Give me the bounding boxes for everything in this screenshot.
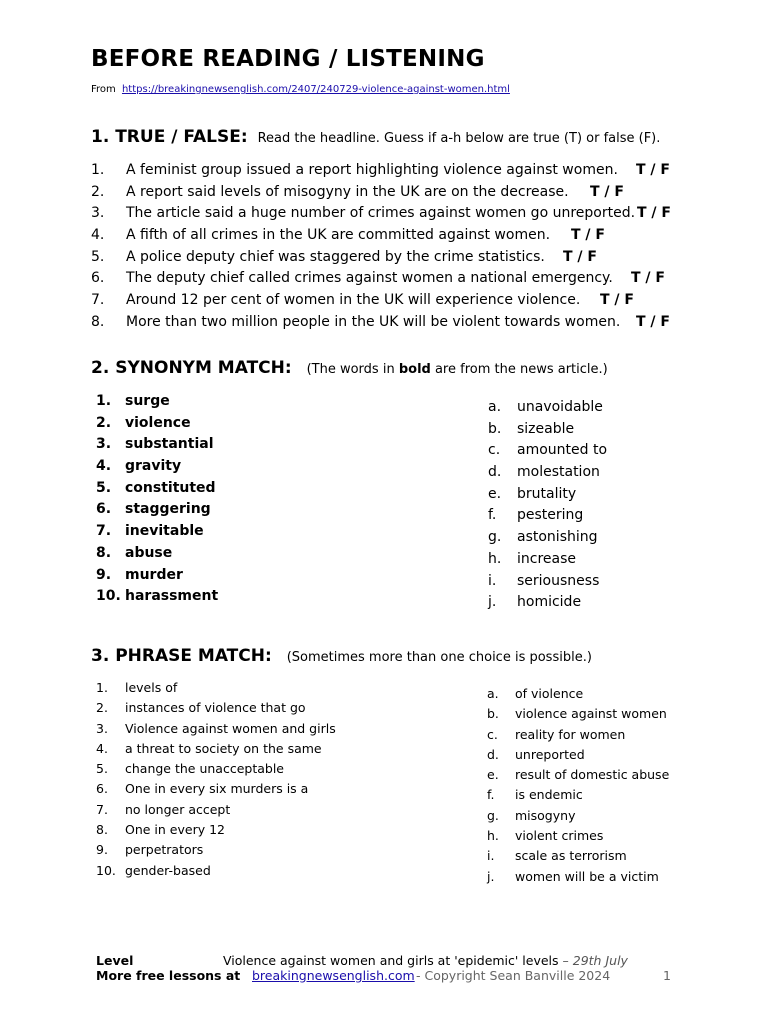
phrase-start: perpetrators — [125, 842, 204, 858]
synonym-option: pestering — [517, 507, 584, 524]
option-letter: i. — [488, 572, 497, 589]
phrase-ending: of violence — [515, 686, 584, 701]
synonym-option: increase — [517, 550, 577, 567]
level-label: Level — [96, 953, 134, 968]
item-number: 10. — [96, 588, 121, 605]
article-word: staggering — [125, 501, 211, 518]
item-number: 1. — [96, 680, 108, 695]
option-letter: i. — [487, 848, 495, 864]
option-letter: b. — [487, 706, 499, 722]
synonym-word-row — [96, 565, 296, 587]
item-number: 3. — [96, 436, 112, 453]
section-title: 1. TRUE / FALSE: — [91, 127, 248, 147]
synonym-option: amounted to — [517, 442, 608, 459]
item-number: 4. — [96, 740, 108, 756]
true-false-choice[interactable]: T / F — [563, 248, 597, 265]
synonym-option: astonishing — [517, 529, 598, 546]
phrase-ending: result of domestic abuse — [515, 767, 670, 783]
more-lessons-label: More free lessons at — [96, 968, 241, 983]
phrase-ending-row — [487, 745, 768, 765]
article-word: abuse — [125, 544, 173, 561]
option-letter: c. — [488, 442, 501, 459]
phrase-ending-row — [487, 826, 768, 846]
option-letter: d. — [488, 464, 502, 481]
phrase-ending: women will be a victim — [515, 868, 659, 884]
true-false-choice[interactable]: T / F — [636, 313, 670, 330]
article-word: murder — [125, 566, 183, 583]
item-number: 7. — [96, 523, 112, 540]
item-number: 6. — [96, 501, 112, 518]
synonym-option-row — [488, 484, 688, 506]
article-word: violence — [125, 414, 191, 431]
synonym-word-row — [96, 521, 296, 543]
phrase-start-row — [96, 698, 396, 718]
article-word: substantial — [125, 436, 214, 453]
phrase-ending: violent crimes — [515, 828, 604, 844]
item-number: 8. — [91, 313, 105, 330]
item-number: 7. — [96, 801, 108, 817]
item-number: 2. — [96, 700, 108, 716]
item-number: 2. — [96, 414, 112, 431]
phrase-heading — [91, 646, 592, 666]
true-false-choice[interactable]: T / F — [631, 270, 665, 287]
option-letter: f. — [488, 507, 497, 524]
item-number: 3. — [91, 205, 105, 222]
synonym-option-row — [488, 397, 688, 419]
tf-statement-row — [91, 203, 691, 225]
synonym-word-row — [96, 586, 296, 608]
copyright: - Copyright Sean Banville 2024 — [416, 968, 611, 983]
phrase-start-row — [96, 739, 396, 759]
true-false-choice[interactable]: T / F — [600, 292, 634, 309]
synonym-option-row — [488, 419, 688, 441]
source-line — [91, 84, 510, 95]
phrase-ending: unreported — [515, 746, 585, 762]
option-letter: a. — [488, 399, 502, 415]
tf-statement-row — [91, 160, 691, 182]
article-word: harassment — [125, 588, 219, 605]
lesson-title-text: Violence against women and girls at 'epidemic' levels — [223, 953, 559, 968]
statement-text: A report said levels of misogyny in the UK are on the decrease. — [126, 183, 569, 200]
synonym-option-row — [488, 527, 688, 549]
phrase-ending-row — [487, 684, 768, 704]
synonym-option: unavoidable — [517, 399, 603, 415]
synonym-word-row — [96, 391, 296, 413]
section-title: 2. SYNONYM MATCH: — [91, 358, 292, 378]
item-number: 5. — [96, 479, 112, 496]
statement-text: A fifth of all crimes in the UK are committed against women. — [126, 227, 551, 244]
phrase-start: no longer accept — [125, 801, 231, 817]
phrase-start-row — [96, 800, 396, 820]
phrase-ending: is endemic — [515, 787, 583, 803]
from-label: From — [91, 84, 116, 95]
phrase-start-row — [96, 719, 396, 739]
item-number: 5. — [91, 248, 105, 265]
true-false-choice[interactable]: T / F — [636, 162, 670, 178]
tf-statement-row — [91, 290, 691, 312]
phrase-start: a threat to society on the same — [125, 740, 322, 756]
option-letter: a. — [487, 686, 499, 701]
phrase-start: Violence against women and girls — [125, 720, 336, 736]
true-false-heading — [91, 127, 660, 147]
synonym-word-row — [96, 456, 296, 478]
item-number: 1. — [96, 393, 112, 409]
option-letter: h. — [488, 550, 502, 567]
synonym-option: seriousness — [517, 572, 600, 589]
phrase-ending: scale as terrorism — [515, 848, 627, 864]
phrase-start-row — [96, 779, 396, 799]
article-word: surge — [125, 393, 170, 409]
statement-text: The article said a huge number of crimes against women go unreported. — [126, 205, 636, 222]
phrase-ending-row — [487, 806, 768, 826]
item-number: 6. — [91, 270, 105, 287]
option-letter: j. — [487, 868, 495, 884]
item-number: 8. — [96, 822, 108, 838]
phrase-ending-row — [487, 846, 768, 866]
phrase-start: instances of violence that go — [125, 700, 306, 716]
phrase-start: One in every six murders is a — [125, 781, 309, 797]
synonym-words-list — [96, 391, 296, 608]
lesson-title — [223, 953, 628, 968]
tf-statement-row — [91, 247, 691, 269]
section-instructions: Read the headline. Guess if a-h below are true (T) or false (F). — [257, 131, 661, 146]
synonym-word-row — [96, 499, 296, 521]
option-letter: e. — [487, 767, 499, 783]
item-number: 1. — [91, 162, 105, 178]
phrase-start-row — [96, 759, 396, 779]
phrase-ending: reality for women — [515, 726, 626, 742]
option-letter: g. — [487, 807, 499, 823]
phrase-start: change the unacceptable — [125, 761, 284, 777]
phrase-ending-row — [487, 765, 768, 785]
item-number: 10. — [96, 862, 116, 878]
note-bold: bold — [398, 362, 431, 377]
item-number: 7. — [91, 292, 105, 309]
synonym-option-row — [488, 440, 688, 462]
item-number: 2. — [91, 183, 105, 200]
phrase-start-row — [96, 861, 396, 881]
item-number: 9. — [96, 566, 112, 583]
synonym-option-row — [488, 549, 688, 571]
synonym-options-list — [488, 397, 688, 614]
page-number: 1 — [663, 968, 671, 983]
item-number: 3. — [96, 720, 108, 736]
phrase-start: One in every 12 — [125, 822, 225, 838]
section-instructions: (Sometimes more than one choice is possible.) — [286, 650, 592, 665]
tf-statement-row — [91, 225, 691, 247]
tf-statement-row — [91, 268, 691, 290]
phrase-ending-row — [487, 867, 768, 887]
synonym-option: molestation — [517, 464, 600, 481]
tf-statement-row — [91, 182, 691, 204]
statement-text: The deputy chief called crimes against women a national emergency. — [126, 270, 613, 287]
lesson-date: – 29th July — [562, 953, 628, 968]
true-false-choice[interactable]: T / F — [637, 205, 671, 222]
option-letter: f. — [487, 787, 495, 803]
true-false-choice[interactable]: T / F — [590, 183, 624, 200]
synonym-option: brutality — [517, 485, 577, 502]
phrase-endings-list — [487, 684, 768, 887]
phrase-start: gender-based — [125, 862, 211, 878]
synonym-word-row — [96, 543, 296, 565]
option-letter: b. — [488, 420, 502, 437]
article-word: constituted — [125, 479, 216, 496]
phrase-ending-row — [487, 725, 768, 745]
phrase-start: levels of — [125, 680, 178, 695]
true-false-choice[interactable]: T / F — [571, 227, 605, 244]
section-title: 3. PHRASE MATCH: — [91, 646, 272, 666]
synonym-option: sizeable — [517, 420, 575, 437]
item-number: 9. — [96, 842, 108, 858]
synonym-option-row — [488, 462, 688, 484]
item-number: 5. — [96, 761, 108, 777]
synonym-heading — [91, 358, 608, 378]
option-letter: h. — [487, 828, 499, 844]
option-letter: c. — [487, 726, 498, 742]
phrase-starts-list — [96, 678, 396, 881]
section-instructions — [307, 362, 608, 377]
site-link[interactable]: breakingnewsenglish.com — [252, 968, 415, 983]
item-number: 6. — [96, 781, 108, 797]
statement-text: A feminist group issued a report highlighting violence against women. — [126, 162, 618, 178]
phrase-start-row — [96, 820, 396, 840]
article-word: gravity — [125, 458, 182, 475]
phrase-start-row — [96, 840, 396, 860]
synonym-option-row — [488, 571, 688, 593]
synonym-word-row — [96, 478, 296, 500]
statement-text: Around 12 per cent of women in the UK will experience violence. — [126, 292, 581, 309]
true-false-list — [91, 160, 691, 334]
item-number: 8. — [96, 544, 112, 561]
phrase-ending: misogyny — [515, 807, 576, 823]
note-text: (The words in — [306, 362, 399, 377]
item-number: 4. — [91, 227, 105, 244]
source-link[interactable]: https://breakingnewsenglish.com/2407/240729-violence-against-women.html — [121, 84, 510, 95]
page-title: BEFORE READING / LISTENING — [91, 46, 485, 72]
phrase-ending-row — [487, 704, 768, 724]
phrase-start-row — [96, 678, 396, 698]
phrase-ending: violence against women — [515, 706, 667, 722]
synonym-word-row — [96, 434, 296, 456]
tf-statement-row — [91, 312, 691, 334]
synonym-word-row — [96, 413, 296, 435]
synonym-option-row — [488, 592, 688, 614]
option-letter: e. — [488, 485, 502, 502]
note-text: are from the news article.) — [430, 362, 608, 377]
synonym-option-row — [488, 505, 688, 527]
option-letter: d. — [487, 746, 499, 762]
statement-text: A police deputy chief was staggered by the crime statistics. — [126, 248, 545, 265]
article-word: inevitable — [125, 523, 204, 540]
option-letter: j. — [488, 594, 497, 611]
statement-text: More than two million people in the UK will be violent towards women. — [126, 313, 621, 330]
item-number: 4. — [96, 458, 112, 475]
option-letter: g. — [488, 529, 502, 546]
phrase-ending-row — [487, 785, 768, 805]
synonym-option: homicide — [517, 594, 582, 611]
